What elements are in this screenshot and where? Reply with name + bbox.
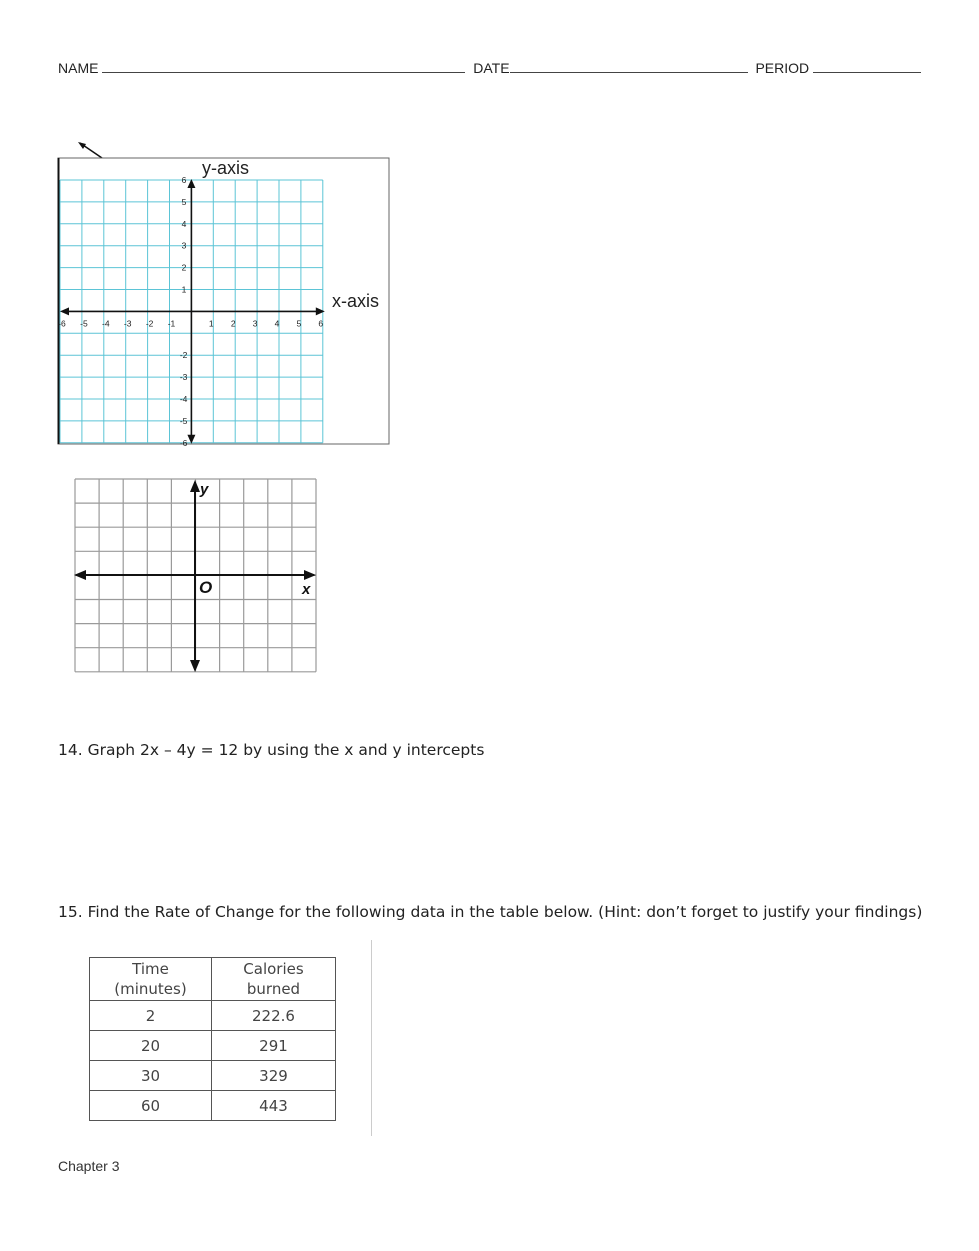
table-row <box>90 1001 336 1031</box>
period-field[interactable] <box>813 58 921 73</box>
y-tick-label: -4 <box>179 394 188 404</box>
table-row <box>90 1091 336 1121</box>
y-tick-label: 5 <box>181 196 187 207</box>
origin-label: O <box>199 578 213 597</box>
header-calories-line1: Calories <box>243 960 304 978</box>
cell-time: 20 <box>90 1031 212 1061</box>
y-tick-label: 1 <box>181 284 187 295</box>
footer-chapter: Chapter 3 <box>58 1158 120 1174</box>
date-field[interactable] <box>510 58 748 73</box>
header-time-line2: (minutes) <box>114 980 187 998</box>
x-tick-label: -2 <box>145 318 154 329</box>
header-calories-line2: burned <box>246 980 301 998</box>
header-time-line1: Time <box>132 960 169 978</box>
y-axis-label: y-axis <box>202 158 250 178</box>
cell-calories: 443 <box>212 1091 336 1121</box>
stray-arrow-head <box>78 142 86 149</box>
cell-calories: 329 <box>212 1061 336 1091</box>
name-field[interactable] <box>102 58 465 73</box>
y-axis-up-arrow <box>190 480 200 492</box>
period-label: PERIOD <box>755 60 810 76</box>
question-15: 15. Find the Rate of Change for the following data in the table below. (Hint: don’t forget to justify your findings) <box>58 903 923 921</box>
cell-calories: 291 <box>212 1031 336 1061</box>
x-tick-label: 2 <box>230 318 236 329</box>
x-axis-right-arrow <box>304 570 316 580</box>
table-row <box>90 1061 336 1091</box>
x-axis-label: x-axis <box>332 291 380 311</box>
data-table <box>89 957 336 1121</box>
table-row <box>90 1031 336 1061</box>
x-tick-label: 1 <box>208 318 214 329</box>
x-tick-label: -4 <box>102 318 110 329</box>
table-header-row <box>90 958 336 1001</box>
coordinate-grid-2 <box>70 470 322 676</box>
scan-edge-line <box>371 940 372 1136</box>
worksheet-header <box>58 58 928 76</box>
cell-calories: 222.6 <box>212 1001 336 1031</box>
y-tick-label: -6 <box>179 437 188 448</box>
x-axis-left-arrow <box>74 570 86 580</box>
name-label: NAME <box>58 60 99 76</box>
y-axis-down-arrow <box>190 660 200 672</box>
x-tick-label: -6 <box>58 318 66 329</box>
x-tick-label: -5 <box>80 318 88 329</box>
x-tick-label: 3 <box>252 318 258 329</box>
cell-time: 60 <box>90 1091 212 1121</box>
question-14: 14. Graph 2x – 4y = 12 by using the x and y intercepts <box>58 741 485 759</box>
y-tick-label: -2 <box>179 350 188 361</box>
x-tick-label: 6 <box>318 318 324 329</box>
y-tick-label: -5 <box>179 415 188 426</box>
date-label: DATE <box>473 60 510 76</box>
cell-time: 2 <box>90 1001 212 1031</box>
y-tick-label: 4 <box>181 218 187 229</box>
header-calories <box>212 958 336 1001</box>
cell-time: 30 <box>90 1061 212 1091</box>
y-tick-label: 6 <box>181 175 187 185</box>
x-tick-label: 4 <box>274 318 280 329</box>
y-tick-label: 3 <box>181 240 187 251</box>
x-tick-label: -3 <box>123 318 132 329</box>
y-label: y <box>200 481 209 498</box>
coordinate-grid-1 <box>56 138 392 448</box>
header-time <box>90 958 212 1001</box>
y-tick-label: 2 <box>181 262 187 273</box>
y-tick-label: -3 <box>179 372 188 383</box>
x-tick-label: -1 <box>167 318 176 329</box>
x-label: x <box>302 581 311 598</box>
x-tick-label: 5 <box>296 318 302 329</box>
